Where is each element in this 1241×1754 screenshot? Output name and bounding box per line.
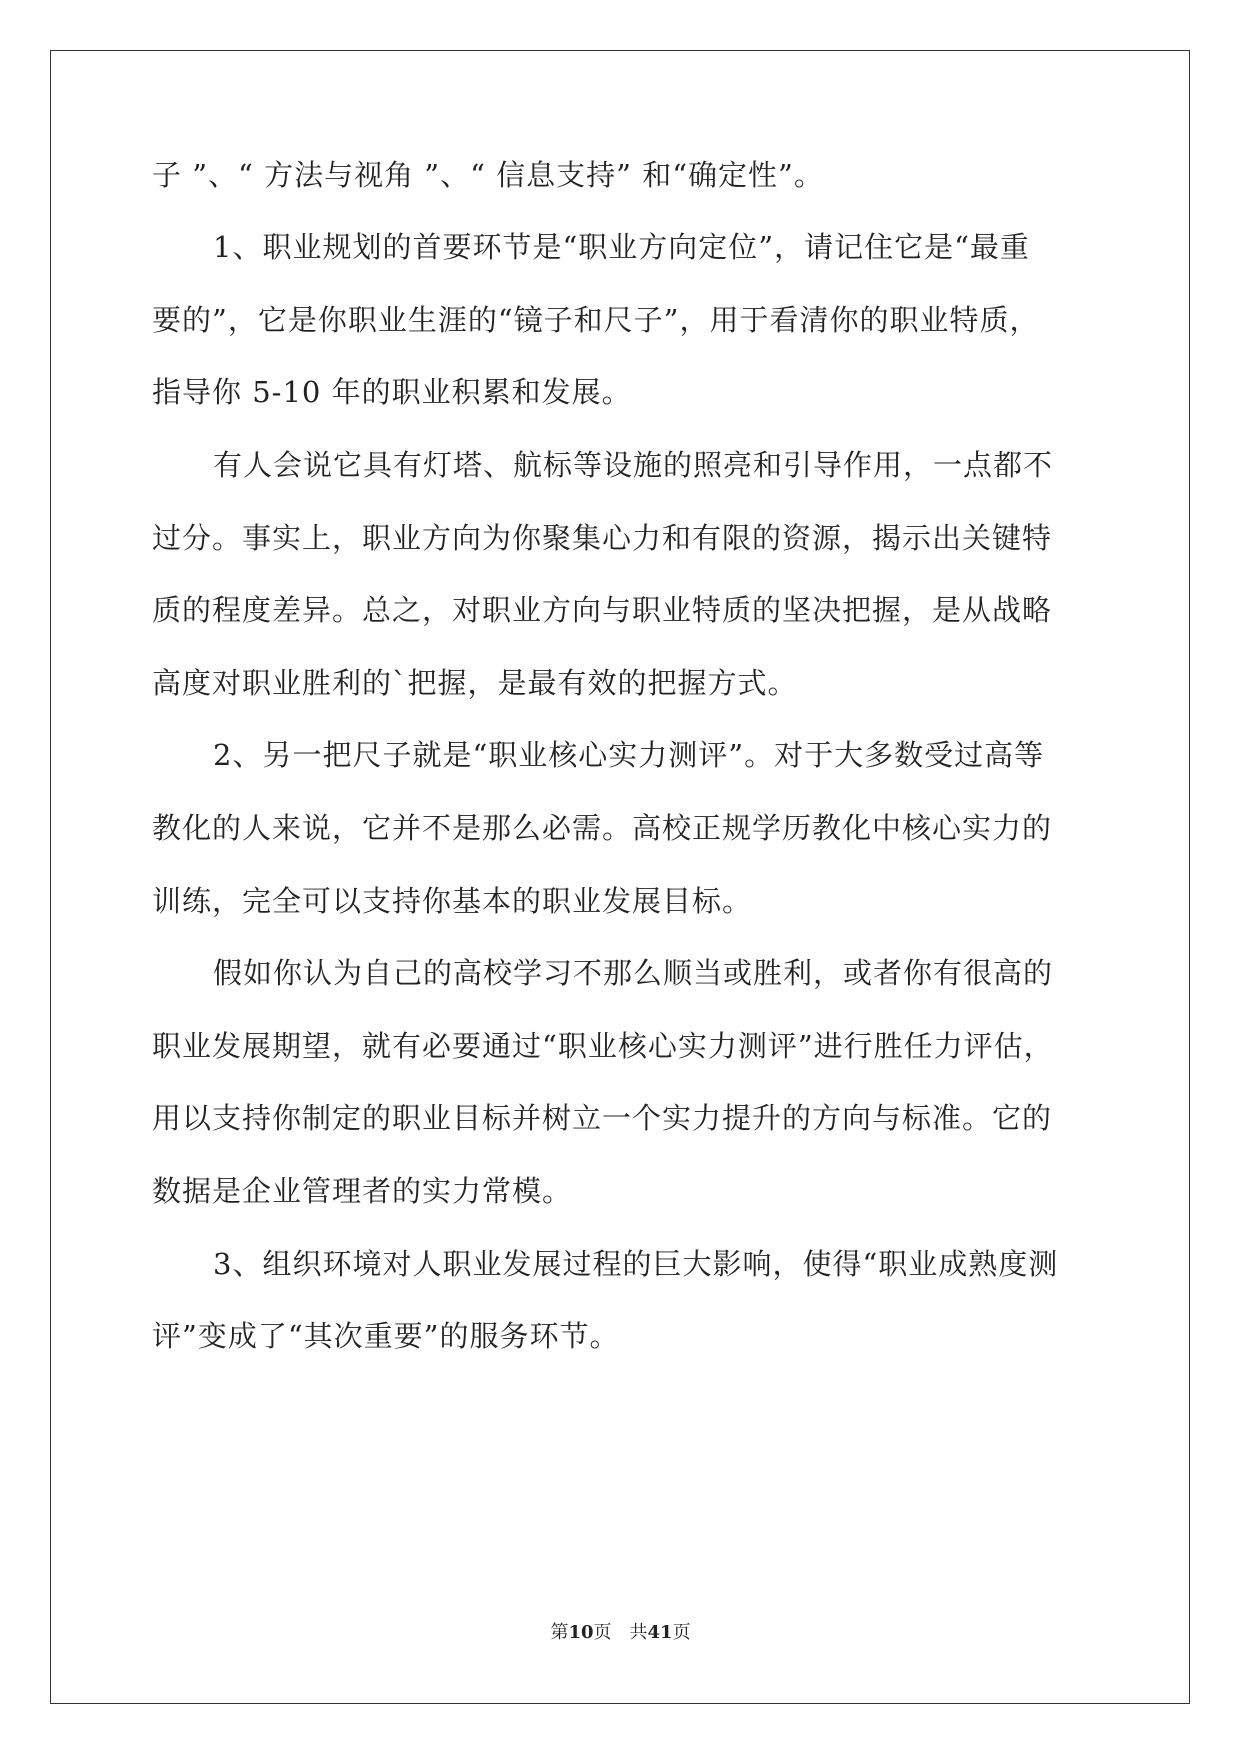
text-line: 质的程度差异。总之，对职业方向与职业特质的坚决把握，是从战略 [152,593,1053,627]
text-line: 评”变成了“其次重要”的服务环节。 [152,1319,620,1353]
text-line: 指导你 5-10 年的职业积累和发展。 [152,375,632,409]
page-number-footer [0,1618,1241,1644]
text-line: 高度对职业胜利的`把握，是最有效的把握方式。 [152,666,798,700]
page-separator: 页 共 [593,1622,648,1643]
text-line: 职业发展期望，就有必要通过“职业核心实力测评”进行胜任力评估， [152,1029,1054,1063]
text-line: 过分。事实上，职业方向为你聚集心力和有限的资源，揭示出关键特 [152,521,1053,555]
page-suffix: 页 [672,1622,691,1643]
text-line: 3、组织环境对人职业发展过程的巨大影响，使得“职业成熟度测 [213,1247,1059,1281]
text-line: 数据是企业管理者的实力常模。 [152,1174,573,1208]
page-border [50,50,1190,1704]
text-line: 1、职业规划的首要环节是“职业方向定位”，请记住它是“最重 [213,230,1030,264]
text-line: 假如你认为自己的高校学习不那么顺当或胜利，或者你有很高的 [213,956,1054,990]
current-page-number: 10 [568,1622,594,1643]
text-line: 教化的人来说，它并不是那么必需。高校正规学历教化中核心实力的 [152,811,1053,845]
text-line: 有人会说它具有灯塔、航标等设施的照亮和引导作用，一点都不 [213,448,1054,482]
page-prefix: 第 [550,1622,569,1643]
text-line: 要的”，它是你职业生涯的“镜子和尺子”，用于看清你的职业特质， [152,303,1040,337]
total-page-number: 41 [647,1622,673,1643]
text-line: 训练，完全可以支持你基本的职业发展目标。 [152,884,753,918]
text-line: 子 ”、“ 方法与视角 ”、“ 信息支持” 和“确定性”。 [152,158,824,192]
text-line: 2、另一把尺子就是“职业核心实力测评”。对于大多数受过高等 [213,738,1045,772]
text-line: 用以支持你制定的职业目标并树立一个实力提升的方向与标准。它的 [152,1101,1053,1135]
